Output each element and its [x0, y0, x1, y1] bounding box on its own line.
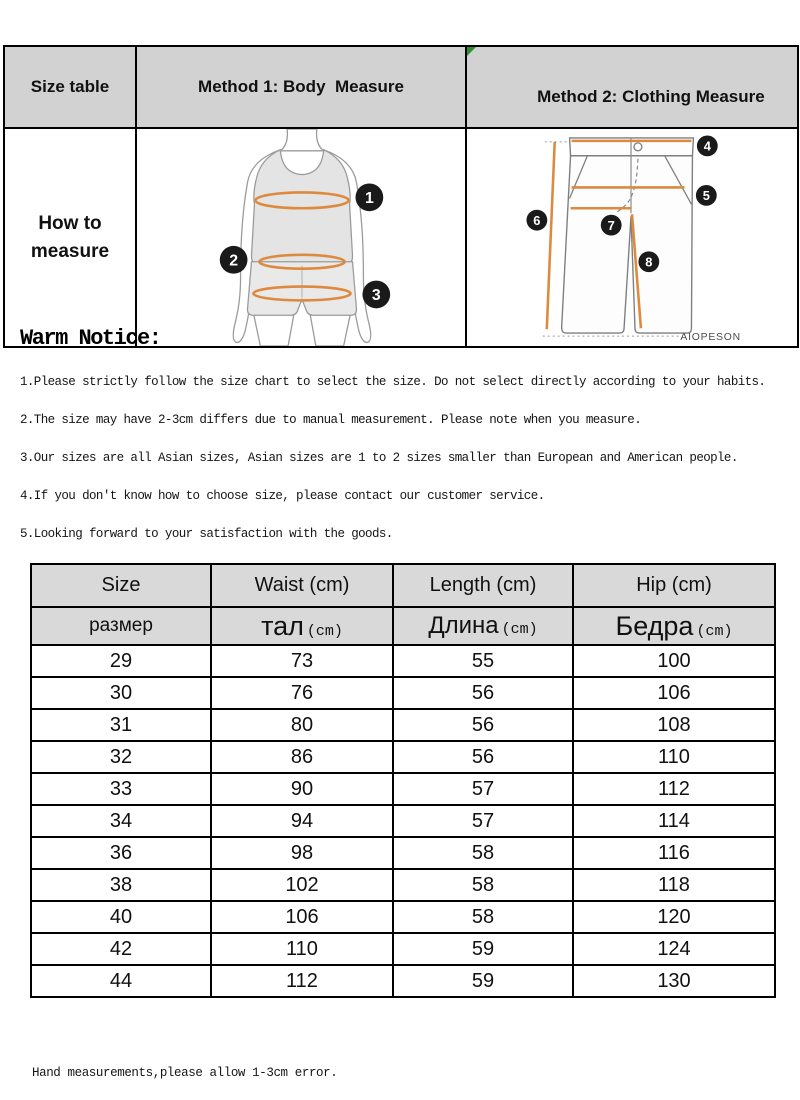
- header-ru-unit: (cm): [306, 622, 343, 640]
- table-cell: 102: [211, 869, 393, 901]
- size-table-body: [31, 645, 775, 997]
- table-cell: 32: [31, 741, 211, 773]
- table-row: [31, 965, 775, 997]
- table-cell: 59: [393, 965, 573, 997]
- table-cell: 130: [573, 965, 775, 997]
- size-column-header: Length (cm): [393, 564, 573, 607]
- table-cell: 34: [31, 805, 211, 837]
- table-row: [31, 901, 775, 933]
- brand-label: AIOPESON: [680, 332, 741, 344]
- table-row: [31, 741, 775, 773]
- table-cell: 76: [211, 677, 393, 709]
- table-cell: 116: [573, 837, 775, 869]
- warm-notice-title: Warm Notice:: [20, 326, 161, 351]
- warm-notice-item: 3.Our sizes are all Asian sizes, Asian sizes are 1 to 2 sizes smaller than European and American people.: [20, 451, 738, 465]
- table-cell: 44: [31, 965, 211, 997]
- table-row: [31, 869, 775, 901]
- table-row: [31, 805, 775, 837]
- how-to-measure-label: How to measure: [30, 212, 110, 262]
- table-cell: 110: [573, 741, 775, 773]
- shorts-outline: [562, 156, 693, 333]
- size-column-header-ru: [393, 607, 573, 645]
- header-ru-label: Бедра: [615, 610, 694, 641]
- methods-body-row: [4, 128, 798, 347]
- size-column-header-ru: [31, 607, 211, 645]
- measure-marker-number: 8: [645, 254, 653, 270]
- measure-marker-number: 4: [703, 138, 711, 154]
- body-figure-illustration: [137, 129, 465, 346]
- header-ru-label: размер: [89, 615, 153, 636]
- size-column-header-ru: [211, 607, 393, 645]
- size-column-header-ru: [573, 607, 775, 645]
- table-cell: 112: [573, 773, 775, 805]
- table-cell: 55: [393, 645, 573, 677]
- measure-marker-number: 6: [533, 212, 541, 228]
- warm-notice-item: 4.If you don't know how to choose size, please contact our customer service.: [20, 489, 545, 503]
- table-cell: 114: [573, 805, 775, 837]
- green-corner-marker: [467, 47, 476, 56]
- header-ru-label: тал: [261, 610, 304, 641]
- table-row: [31, 645, 775, 677]
- header-ru-label: Длина: [428, 612, 499, 639]
- methods-header-row: [4, 46, 798, 128]
- warm-notice-item: 1.Please strictly follow the size chart to select the size. Do not select directly according to your habits.: [20, 375, 766, 389]
- table-cell: 59: [393, 933, 573, 965]
- table-cell: 57: [393, 805, 573, 837]
- figure-neck: [280, 129, 324, 151]
- table-cell: 80: [211, 709, 393, 741]
- warm-notice-item: 5.Looking forward to your satisfaction with the goods.: [20, 527, 393, 541]
- table-cell: 106: [211, 901, 393, 933]
- size-column-header: Waist (cm): [211, 564, 393, 607]
- table-row: [31, 677, 775, 709]
- table-cell: 38: [31, 869, 211, 901]
- size-column-header: Hip (cm): [573, 564, 775, 607]
- warm-notice-item: 2.The size may have 2-3cm differs due to manual measurement. Please note when you measure.: [20, 413, 642, 427]
- clothing-measure-cell: [466, 128, 798, 347]
- table-cell: 106: [573, 677, 775, 709]
- measure-methods-table: [3, 45, 799, 348]
- table-cell: 42: [31, 933, 211, 965]
- table-cell: 94: [211, 805, 393, 837]
- table-cell: 108: [573, 709, 775, 741]
- table-cell: 58: [393, 901, 573, 933]
- warm-notice-list: [20, 375, 790, 541]
- table-cell: 56: [393, 741, 573, 773]
- size-table: [30, 563, 776, 998]
- size-column-header: Size: [31, 564, 211, 607]
- shorts-illustration: [467, 129, 797, 346]
- table-row: [31, 773, 775, 805]
- measure-marker-number: 2: [229, 252, 239, 270]
- table-cell: 40: [31, 901, 211, 933]
- table-cell: 98: [211, 837, 393, 869]
- footer-note: Hand measurements,please allow 1-3cm error.: [32, 1066, 338, 1080]
- table-cell: 58: [393, 869, 573, 901]
- table-cell: 112: [211, 965, 393, 997]
- table-cell: 124: [573, 933, 775, 965]
- header-method-2-clothing-measure: Method 2: Clothing Measure: [466, 46, 798, 128]
- size-table-header-en: [31, 564, 775, 607]
- measure-marker-number: 3: [371, 287, 381, 305]
- table-cell: 110: [211, 933, 393, 965]
- header-ru-unit: (cm): [501, 621, 538, 638]
- measure-marker-number: 7: [607, 217, 615, 233]
- table-cell: 58: [393, 837, 573, 869]
- table-cell: 56: [393, 709, 573, 741]
- table-cell: 86: [211, 741, 393, 773]
- table-cell: 56: [393, 677, 573, 709]
- table-cell: 73: [211, 645, 393, 677]
- table-cell: 36: [31, 837, 211, 869]
- table-row: [31, 709, 775, 741]
- header-ru-unit: (cm): [696, 622, 733, 640]
- table-cell: 57: [393, 773, 573, 805]
- table-cell: 30: [31, 677, 211, 709]
- header-method-1-body-measure: Method 1: Body Measure: [136, 46, 466, 128]
- measure-marker-number: 5: [702, 188, 710, 204]
- how-to-measure-cell: [4, 128, 136, 347]
- table-cell: 31: [31, 709, 211, 741]
- table-cell: 90: [211, 773, 393, 805]
- table-cell: 100: [573, 645, 775, 677]
- body-measure-cell: [136, 128, 466, 347]
- measure-marker-number: 1: [364, 190, 374, 208]
- header-size-table: Size table: [4, 46, 136, 128]
- table-cell: 33: [31, 773, 211, 805]
- warm-notice-section: [20, 326, 790, 541]
- table-cell: 120: [573, 901, 775, 933]
- size-table-header-ru: [31, 607, 775, 645]
- table-row: [31, 837, 775, 869]
- table-cell: 118: [573, 869, 775, 901]
- table-cell: 29: [31, 645, 211, 677]
- length-measure-line: [547, 142, 555, 329]
- table-row: [31, 933, 775, 965]
